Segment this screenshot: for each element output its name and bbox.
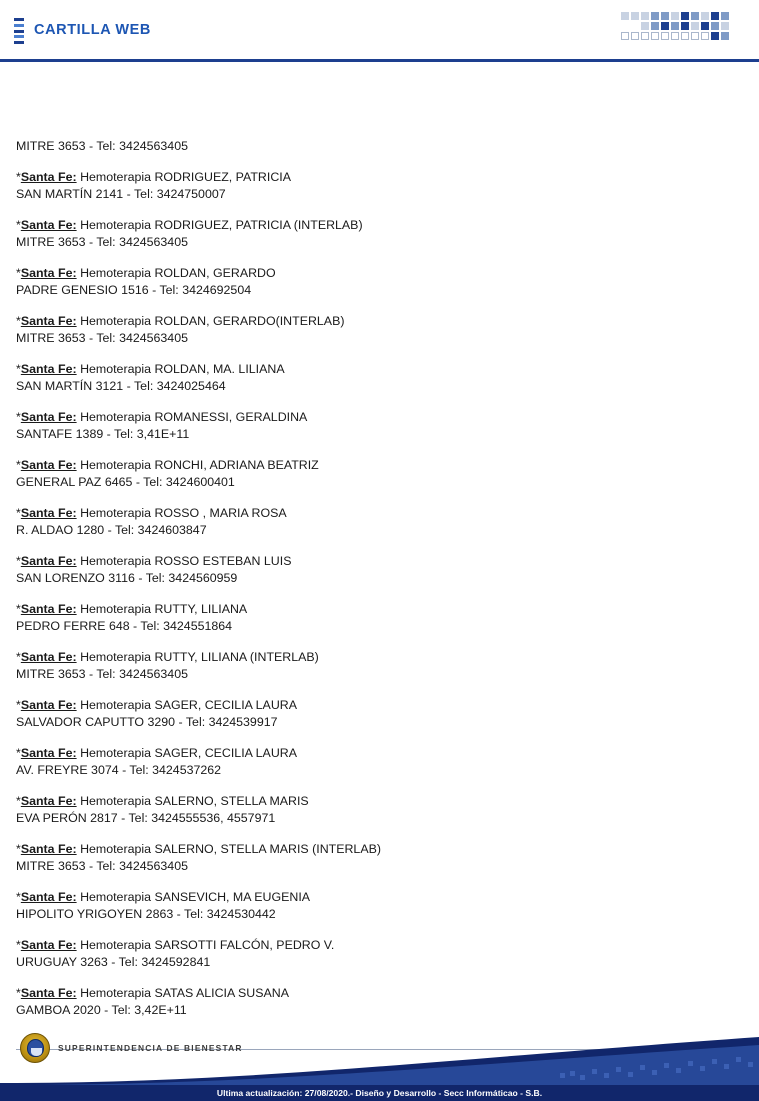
list-item: [16, 505, 732, 539]
provider-heading: [16, 985, 732, 1002]
provider-heading: [16, 265, 732, 282]
provider-name: Hemoterapia SALERNO, STELLA MARIS (INTERLAB): [80, 842, 381, 856]
bullet-star: *: [16, 554, 21, 568]
provider-heading: [16, 505, 732, 522]
provider-name: Hemoterapia RODRIGUEZ, PATRICIA: [80, 170, 291, 184]
footer-legal-bar: Ultima actualización: 27/08/2020.- Diseño y Desarrollo - Secc Informáticao - S.B.: [0, 1085, 759, 1101]
bullet-star: *: [16, 746, 21, 760]
provider-heading: [16, 457, 732, 474]
provider-address: GAMBOA 2020 - Tel: 3,42E+11: [16, 1003, 187, 1017]
provider-heading: [16, 313, 732, 330]
orphan-address-line: MITRE 3653 - Tel: 3424563405: [16, 139, 188, 153]
provider-name: Hemoterapia RONCHI, ADRIANA BEATRIZ: [80, 458, 319, 472]
provider-name: Hemoterapia RUTTY, LILIANA (INTERLAB): [80, 650, 319, 664]
list-item: [16, 985, 732, 1019]
list-item: [16, 361, 732, 395]
provider-city: Santa Fe:: [20, 458, 77, 472]
footer-organization: SUPERINTENDENCIA DE BIENESTAR: [58, 1043, 243, 1053]
provider-name: Hemoterapia SARSOTTI FALCÓN, PEDRO V.: [80, 938, 335, 952]
provider-city: Santa Fe:: [20, 314, 77, 328]
provider-heading: [16, 889, 732, 906]
provider-city: Santa Fe:: [20, 650, 77, 664]
bullet-star: *: [16, 602, 21, 616]
provider-address: URUGUAY 3263 - Tel: 3424592841: [16, 955, 211, 969]
provider-address: AV. FREYRE 3074 - Tel: 3424537262: [16, 763, 222, 777]
page-footer: [0, 1031, 759, 1101]
provider-name: Hemoterapia RUTTY, LILIANA: [80, 602, 248, 616]
bullet-star: *: [16, 314, 21, 328]
provider-address: R. ALDAO 1280 - Tel: 3424603847: [16, 523, 207, 537]
provider-city: Santa Fe:: [20, 170, 77, 184]
provider-city: Santa Fe:: [20, 938, 77, 952]
provider-city: Santa Fe:: [20, 410, 77, 424]
bullet-star: *: [16, 794, 21, 808]
bullet-star: *: [16, 698, 21, 712]
bullet-star: *: [16, 986, 21, 1000]
provider-address: HIPOLITO YRIGOYEN 2863 - Tel: 3424530442: [16, 907, 276, 921]
bullet-star: *: [16, 938, 21, 952]
provider-heading: [16, 361, 732, 378]
provider-city: Santa Fe:: [20, 986, 77, 1000]
list-item: [16, 841, 732, 875]
institutional-seal-icon: [20, 1033, 50, 1067]
list-item: [16, 889, 732, 923]
list-item: [16, 793, 732, 827]
provider-heading: [16, 553, 732, 570]
provider-city: Santa Fe:: [20, 266, 77, 280]
provider-city: Santa Fe:: [20, 218, 77, 232]
list-item: [16, 745, 732, 779]
bullet-star: *: [16, 266, 21, 280]
provider-city: Santa Fe:: [20, 698, 77, 712]
provider-listing: [16, 138, 732, 1033]
list-item: [16, 409, 732, 443]
provider-city: Santa Fe:: [20, 554, 77, 568]
provider-name: Hemoterapia SAGER, CECILIA LAURA: [80, 746, 297, 760]
provider-address: SANTAFE 1389 - Tel: 3,41E+11: [16, 427, 190, 441]
provider-address: MITRE 3653 - Tel: 3424563405: [16, 331, 188, 345]
provider-name: Hemoterapia ROMANESSI, GERALDINA: [80, 410, 308, 424]
bullet-star: *: [16, 650, 21, 664]
footer-swoosh-decoration: [0, 1031, 759, 1085]
provider-city: Santa Fe:: [20, 746, 77, 760]
list-item: [16, 457, 732, 491]
page-title: CARTILLA WEB: [34, 22, 152, 38]
provider-city: Santa Fe:: [20, 506, 77, 520]
provider-address: SAN MARTÍN 3121 - Tel: 3424025464: [16, 379, 226, 393]
provider-address: SAN MARTÍN 2141 - Tel: 3424750007: [16, 187, 226, 201]
provider-name: Hemoterapia SAGER, CECILIA LAURA: [80, 698, 297, 712]
provider-name: Hemoterapia ROLDAN, GERARDO(INTERLAB): [80, 314, 345, 328]
provider-city: Santa Fe:: [20, 602, 77, 616]
provider-address: SAN LORENZO 3116 - Tel: 3424560959: [16, 571, 238, 585]
provider-heading: [16, 409, 732, 426]
list-item: [16, 937, 732, 971]
provider-address: EVA PERÓN 2817 - Tel: 3424555536, 4557971: [16, 811, 276, 825]
provider-name: Hemoterapia SANSEVICH, MA EUGENIA: [80, 890, 311, 904]
bullet-star: *: [16, 842, 21, 856]
provider-address: MITRE 3653 - Tel: 3424563405: [16, 859, 188, 873]
bullet-star: *: [16, 458, 21, 472]
list-item: [16, 601, 732, 635]
provider-address: PADRE GENESIO 1516 - Tel: 3424692504: [16, 283, 252, 297]
provider-heading: [16, 793, 732, 810]
page-header: [0, 0, 759, 62]
provider-city: Santa Fe:: [20, 794, 77, 808]
provider-heading: [16, 649, 732, 666]
provider-name: Hemoterapia SATAS ALICIA SUSANA: [80, 986, 289, 1000]
provider-heading: [16, 217, 732, 234]
bullet-star: *: [16, 506, 21, 520]
provider-address: SALVADOR CAPUTTO 3290 - Tel: 3424539917: [16, 715, 278, 729]
provider-address: MITRE 3653 - Tel: 3424563405: [16, 667, 188, 681]
provider-heading: [16, 697, 732, 714]
provider-city: Santa Fe:: [20, 842, 77, 856]
bullet-star: *: [16, 362, 21, 376]
provider-address: GENERAL PAZ 6465 - Tel: 3424600401: [16, 475, 235, 489]
list-item: [16, 217, 732, 251]
provider-address: PEDRO FERRE 648 - Tel: 3424551864: [16, 619, 233, 633]
provider-name: Hemoterapia ROLDAN, GERARDO: [80, 266, 276, 280]
provider-name: Hemoterapia ROSSO , MARIA ROSA: [80, 506, 287, 520]
bars-logo-icon: [14, 18, 24, 44]
bullet-star: *: [16, 410, 21, 424]
bullet-star: *: [16, 218, 21, 232]
provider-name: Hemoterapia RODRIGUEZ, PATRICIA (INTERLAB): [80, 218, 363, 232]
provider-heading: [16, 937, 732, 954]
provider-heading: [16, 745, 732, 762]
provider-heading: [16, 841, 732, 858]
list-item: [16, 553, 732, 587]
list-item: [16, 697, 732, 731]
provider-name: Hemoterapia SALERNO, STELLA MARIS: [80, 794, 309, 808]
pixel-blocks-decoration-icon: [621, 8, 751, 52]
provider-address: MITRE 3653 - Tel: 3424563405: [16, 235, 188, 249]
bullet-star: *: [16, 890, 21, 904]
provider-name: Hemoterapia ROLDAN, MA. LILIANA: [80, 362, 285, 376]
provider-heading: [16, 169, 732, 186]
bullet-star: *: [16, 170, 21, 184]
provider-name: Hemoterapia ROSSO ESTEBAN LUIS: [80, 554, 292, 568]
list-item: [16, 265, 732, 299]
list-item: [16, 649, 732, 683]
list-item: [16, 313, 732, 347]
provider-city: Santa Fe:: [20, 890, 77, 904]
provider-city: Santa Fe:: [20, 362, 77, 376]
provider-heading: [16, 601, 732, 618]
list-item: [16, 169, 732, 203]
